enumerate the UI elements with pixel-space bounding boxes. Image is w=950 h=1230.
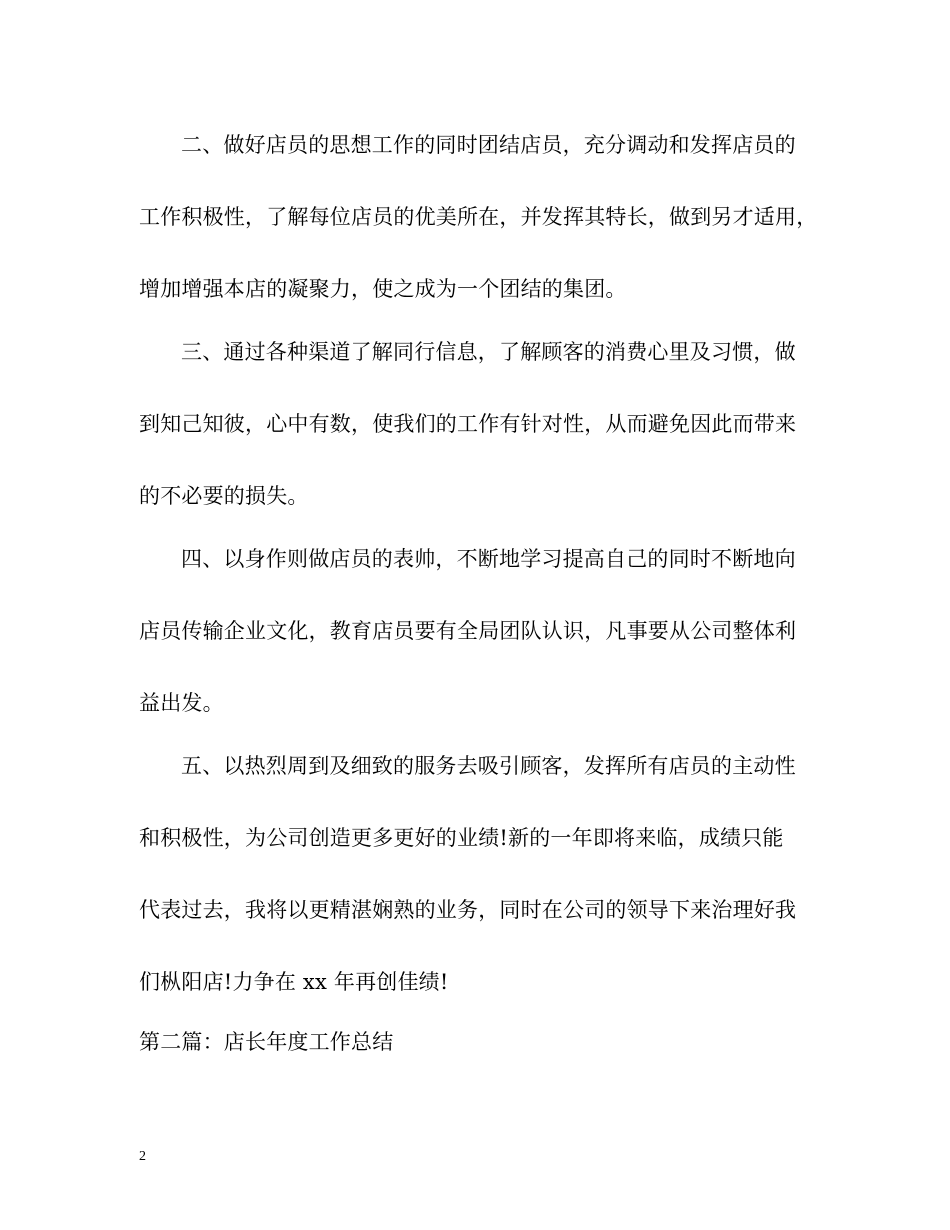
paragraph-5-line-3: 代表过去，我将以更精湛娴熟的业务，同时在公司的领导下来治理好我 [139, 898, 797, 922]
paragraph-3-line-2: 到知己知彼，心中有数，使我们的工作有针对性，从而避免因此而带来 [139, 412, 797, 436]
paragraph-3-line-3: 的不必要的损失。 [139, 484, 309, 508]
section-heading: 第二篇：店长年度工作总结 [139, 1030, 394, 1054]
paragraph-5-line-2: 和积极性，为公司创造更多更好的业绩!新的一年即将来临，成绩只能 [139, 826, 784, 850]
paragraph-5-line-1: 五、以热烈周到及细致的服务去吸引顾客，发挥所有店员的主动性 [181, 754, 796, 778]
paragraph-4-line-1: 四、以身作则做店员的表帅，不断地学习提高自己的同时不断地向 [181, 547, 796, 571]
paragraph-4-line-3: 益出发。 [139, 691, 224, 715]
paragraph-2-line-3: 增加增强本店的凝聚力，使之成为一个团结的集团。 [139, 277, 627, 301]
paragraph-3-line-1: 三、通过各种渠道了解同行信息，了解顾客的消费心里及习惯，做 [181, 340, 796, 364]
paragraph-5-line-4: 们枞阳店!力争在 xx 年再创佳绩! [139, 970, 449, 994]
page-number: 2 [139, 1149, 146, 1164]
paragraph-2-line-2: 工作积极性，了解每位店员的优美所在，并发挥其特长，做到另才适用， [139, 205, 818, 229]
paragraph-4-line-2: 店员传输企业文化，教育店员要有全局团队认识，凡事要从公司整体利 [139, 619, 797, 643]
paragraph-2-line-1: 二、做好店员的思想工作的同时团结店员，充分调动和发挥店员的 [181, 133, 796, 157]
